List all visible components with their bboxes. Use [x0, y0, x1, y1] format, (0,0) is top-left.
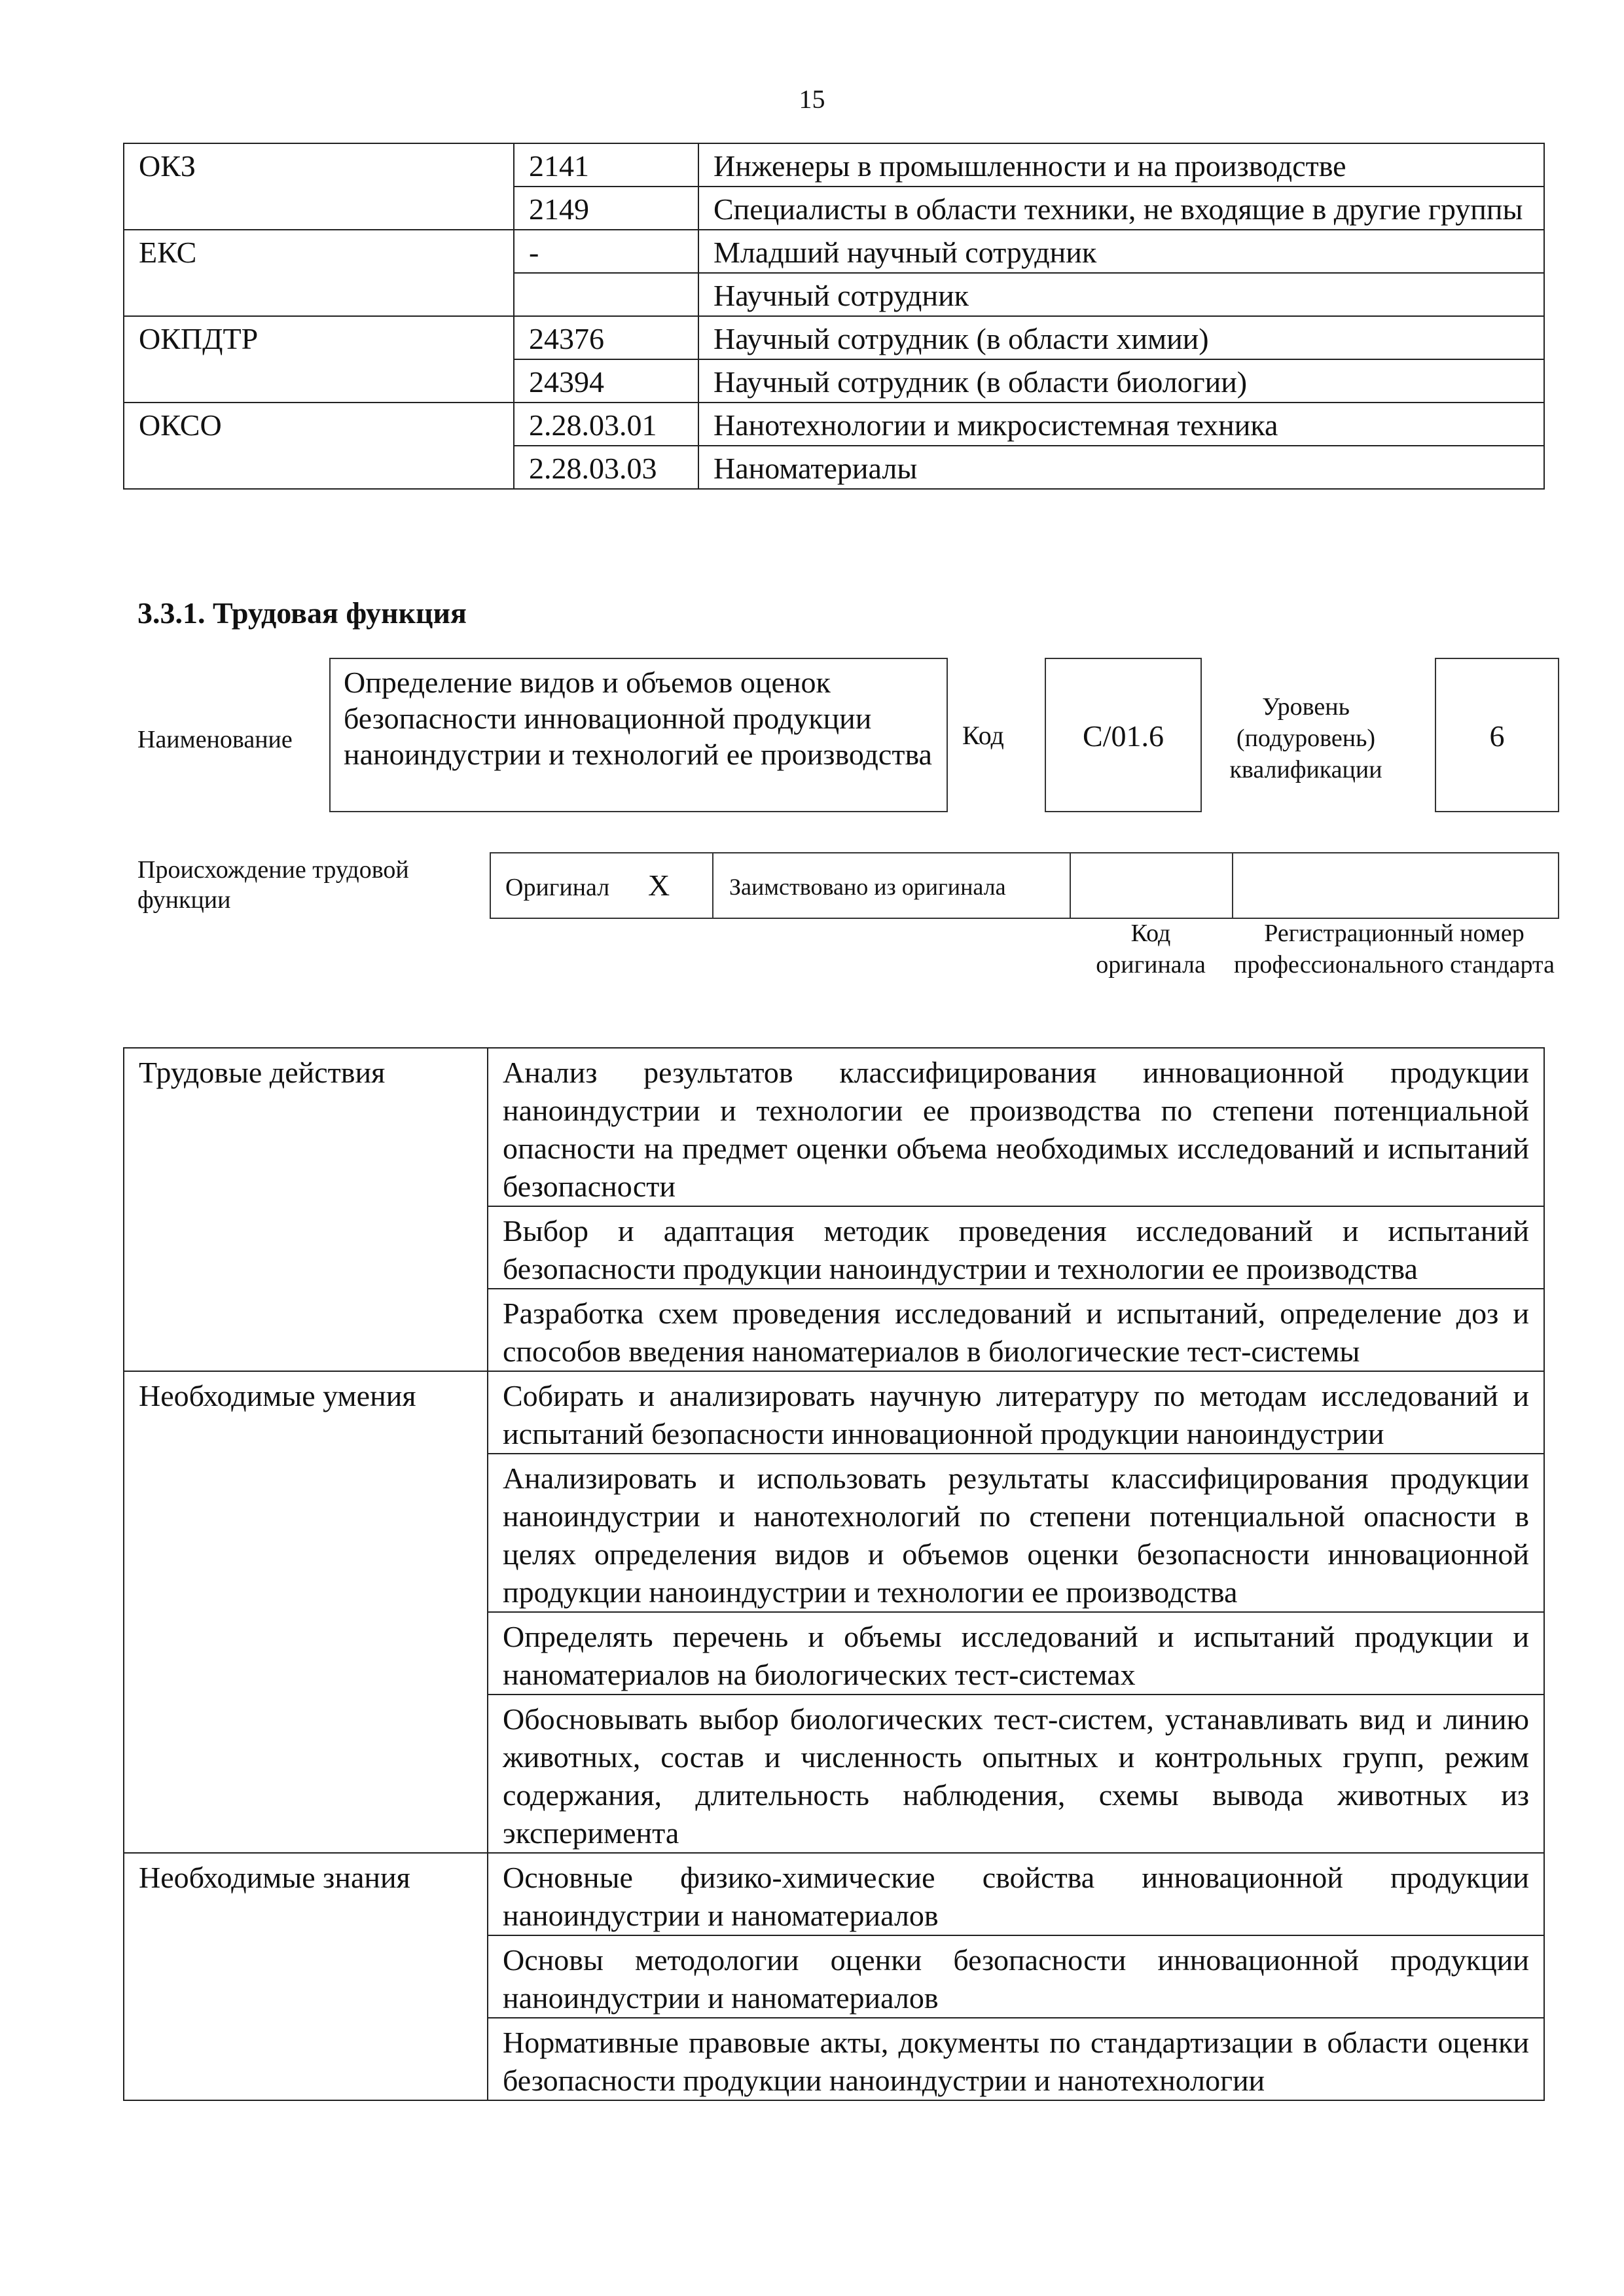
category-cell: Необходимые знания — [124, 1853, 488, 2100]
borrowed-label: Заимствовано из оригинала — [729, 874, 1006, 900]
classifier-name: Научный сотрудник (в области биологии) — [698, 359, 1544, 403]
table-row — [124, 1048, 1544, 1206]
classifier-code: - — [514, 230, 698, 273]
origin-original-cell — [490, 852, 713, 919]
category-cell: Трудовые действия — [124, 1048, 488, 1371]
function-code-box — [1045, 658, 1202, 812]
function-level-value: 6 — [1489, 719, 1505, 753]
origin-borrowed-cell — [712, 852, 1071, 919]
classifier-name: Нанотехнологии и микросистемная техника — [698, 403, 1544, 446]
item-cell: Определять перечень и объемы исследований и испытаний продукции и наноматериалов на биологических тест-системах — [488, 1612, 1544, 1695]
table-row — [124, 1371, 1544, 1454]
origin-reg-number-cell — [1232, 852, 1559, 919]
code-label: Код — [962, 721, 1004, 750]
original-label: Оригинал — [505, 874, 610, 901]
table-row — [124, 316, 1544, 359]
origin-code-cell — [1070, 852, 1233, 919]
original-code-caption: Код оригинала — [1096, 920, 1206, 978]
classifier-code: 24376 — [514, 316, 698, 359]
item-cell: Нормативные правовые акты, документы по стандартизации в области оценки безопасности продукции наноиндустрии и нанотехнологии — [488, 2018, 1544, 2100]
level-label: Уровень (подуровень) квалификации — [1229, 693, 1382, 783]
classifier-code: 2141 — [514, 143, 698, 187]
table-row — [124, 143, 1544, 187]
page-number: 15 — [799, 84, 825, 114]
classifier-group: ОКПДТР — [124, 316, 514, 403]
original-mark: X — [648, 869, 670, 902]
item-cell: Основы методологии оценки безопасности инновационной продукции наноиндустрии и наноматериалов — [488, 1935, 1544, 2018]
classifier-name: Наноматериалы — [698, 446, 1544, 489]
classifier-code — [514, 273, 698, 316]
classifier-group: ЕКС — [124, 230, 514, 316]
classifier-code: 2149 — [514, 187, 698, 230]
classifier-name: Инженеры в промышленности и на производстве — [698, 143, 1544, 187]
item-cell: Обосновывать выбор биологических тест-систем, устанавливать вид и линию животных, состав и численность опытных и контрольных групп, режим содержания, длительность наблюдения, схемы вывода животных из эксперимента — [488, 1695, 1544, 1853]
item-cell: Разработка схем проведения исследований и испытаний, определение доз и способов введения наноматериалов в биологические тест-системы — [488, 1289, 1544, 1371]
name-label: Наименование — [137, 726, 293, 753]
function-level-box — [1435, 658, 1559, 812]
item-cell: Собирать и анализировать научную литературу по методам исследований и испытаний безопасности инновационной продукции наноиндустрии — [488, 1371, 1544, 1454]
item-cell: Выбор и адаптация методик проведения исследований и испытаний безопасности продукции наноиндустрии и технологии ее производства — [488, 1206, 1544, 1289]
item-cell: Анализ результатов классифицирования инновационной продукции наноиндустрии и технологии ее производства по степени потенциальной опасности на предмет оценки объема необходимых исследований и испытаний безопасности — [488, 1048, 1544, 1206]
classifier-group: ОКСО — [124, 403, 514, 489]
classifier-group: ОКЗ — [124, 143, 514, 230]
category-cell: Необходимые умения — [124, 1371, 488, 1853]
classifier-name: Научный сотрудник — [698, 273, 1544, 316]
function-name-value: Определение видов и объемов оценок безопасности инновационной продукции наноиндустрии и технологий ее производства — [344, 666, 932, 771]
classifier-code: 24394 — [514, 359, 698, 403]
table-row — [124, 230, 1544, 273]
classifier-name: Специалисты в области техники, не входящие в другие группы — [698, 187, 1544, 230]
reg-number-caption: Регистрационный номер профессионального стандарта — [1234, 920, 1555, 978]
item-cell: Основные физико-химические свойства инновационной продукции наноиндустрии и наноматериалов — [488, 1853, 1544, 1935]
classifier-code: 2.28.03.01 — [514, 403, 698, 446]
classifier-name: Научный сотрудник (в области химии) — [698, 316, 1544, 359]
function-code-value: C/01.6 — [1083, 719, 1164, 753]
table-row — [124, 403, 1544, 446]
function-name-box — [329, 658, 948, 812]
labor-function-detail-table — [123, 1047, 1545, 2101]
section-heading: 3.3.1. Трудовая функция — [137, 596, 467, 630]
classifier-name: Младший научный сотрудник — [698, 230, 1544, 273]
classification-table — [123, 143, 1545, 490]
table-row — [124, 1853, 1544, 1935]
classifier-code: 2.28.03.03 — [514, 446, 698, 489]
origin-label: Происхождение трудовой функции — [137, 856, 409, 914]
item-cell: Анализировать и использовать результаты классифицирования продукции наноиндустрии и нанотехнологий по степени потенциальной опасности в целях определения видов и объемов оценки безопасности инновационной продукции наноиндустрии и технологии ее производства — [488, 1454, 1544, 1612]
